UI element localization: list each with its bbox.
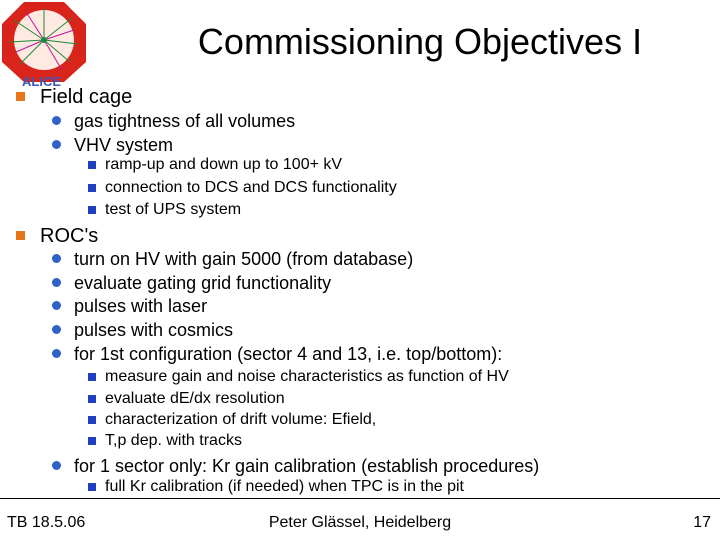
bullet-marker <box>88 395 96 403</box>
bullet-marker <box>52 301 61 310</box>
footer-author: Peter Glässel, Heidelberg <box>268 514 452 531</box>
bullet-text: for 1 sector only: Kr gain calibration (establish procedures) <box>74 456 540 476</box>
bullet-text: pulses with laser <box>74 296 208 316</box>
bullet-text: T,p dep. with tracks <box>105 432 242 449</box>
bullet-marker <box>52 325 61 334</box>
bullet-text: Field cage <box>40 86 133 108</box>
bullet-text: pulses with cosmics <box>74 320 234 340</box>
bullet-marker <box>16 231 25 240</box>
svg-text:ALICE: ALICE <box>22 74 61 88</box>
bullet-marker <box>88 437 96 445</box>
bullet-text: full Kr calibration (if needed) when TPC is in the pit <box>105 478 464 495</box>
bullet-text: evaluate gating grid functionality <box>74 273 332 293</box>
bullet-marker <box>88 416 96 424</box>
bullet-text: ROC's <box>40 225 99 247</box>
footer-divider <box>0 498 720 499</box>
bullet-text: VHV system <box>74 135 174 155</box>
bullet-marker <box>52 461 61 470</box>
bullet-marker <box>88 483 96 491</box>
bullet-marker <box>88 184 96 192</box>
bullet-marker <box>52 349 61 358</box>
bullet-text: measure gain and noise characteristics as function of HV <box>105 368 509 385</box>
bullet-text: turn on HV with gain 5000 (from database) <box>74 249 414 269</box>
bullet-marker <box>52 116 61 125</box>
footer-date: TB 18.5.06 <box>7 514 86 531</box>
bullet-marker <box>52 254 61 263</box>
bullet-text: for 1st configuration (sector 4 and 13, i.e. top/bottom): <box>74 344 503 364</box>
bullet-marker <box>52 278 61 287</box>
bullet-text: test of UPS system <box>105 201 242 218</box>
bullet-text: connection to DCS and DCS functionality <box>105 179 397 196</box>
bullet-marker <box>88 373 96 381</box>
bullet-marker <box>16 92 25 101</box>
bullet-text: characterization of drift volume: Efield, <box>105 411 377 428</box>
page-number: 17 <box>693 514 711 531</box>
bullet-text: evaluate dE/dx resolution <box>105 390 285 407</box>
bullet-marker <box>88 161 96 169</box>
bullet-marker <box>52 140 61 149</box>
bullet-marker <box>88 206 96 214</box>
slide-title: Commissioning Objectives I <box>197 21 643 62</box>
bullet-text: ramp-up and down up to 100+ kV <box>105 156 343 173</box>
bullet-text: gas tightness of all volumes <box>74 111 296 131</box>
